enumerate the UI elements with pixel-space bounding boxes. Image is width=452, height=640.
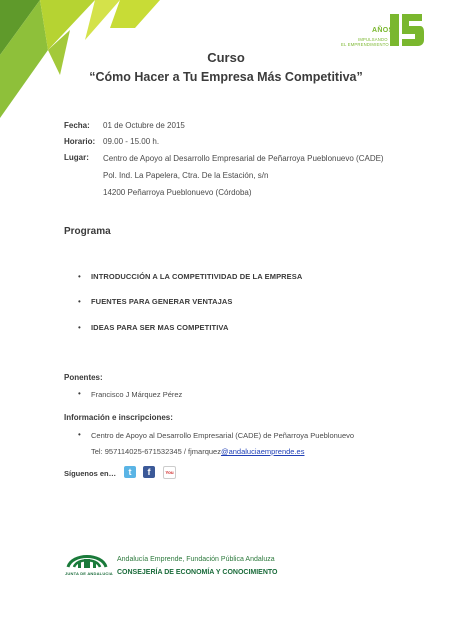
- bullet-icon: •: [78, 272, 81, 281]
- course-title: “Cómo Hacer a Tu Empresa Más Competitiva”: [89, 70, 363, 84]
- bullet-icon: •: [78, 297, 81, 306]
- ponentes-heading: Ponentes:: [64, 373, 103, 382]
- ponente-name: Francisco J Márquez Pérez: [91, 390, 183, 399]
- corner-decoration: [0, 0, 170, 130]
- logo-anos: AÑOS: [372, 27, 394, 34]
- info-tel: Tel: 957114025-671532345 / fjmarquez: [91, 447, 221, 456]
- horario-value: 09.00 - 15.00 h.: [103, 137, 160, 146]
- bullet-icon: •: [78, 323, 81, 332]
- fecha-label: Fecha:: [64, 121, 90, 130]
- programa-item: INTRODUCCIÓN A LA COMPETITIVIDAD DE LA EMPRESA: [91, 272, 303, 281]
- lugar-value: [103, 153, 388, 198]
- footer-consejeria: CONSEJERÍA DE ECONOMÍA Y CONOCIMIENTO: [117, 569, 278, 576]
- lugar-label: Lugar:: [64, 153, 89, 162]
- bullet-icon: •: [78, 430, 81, 439]
- youtube-glyph: You: [165, 470, 174, 475]
- social-label: Síguenos en…: [64, 469, 117, 478]
- logo-tagline-2: EL EMPRENDIMIENTO: [341, 42, 389, 47]
- programa-heading: Programa: [64, 226, 111, 237]
- logo-tagline-1: IMPULSANDO: [358, 37, 388, 42]
- info-center: Centro de Apoyo al Desarrollo Empresarial (CADE) de Peñarroya Pueblonuevo: [91, 431, 355, 440]
- horario-label: Horario:: [64, 137, 96, 146]
- info-heading: Información e inscripciones:: [64, 413, 173, 422]
- facebook-glyph: f: [147, 467, 151, 477]
- info-contact: [91, 447, 304, 456]
- programa-item: IDEAS PARA SER MAS COMPETITIVA: [91, 323, 229, 332]
- email-link[interactable]: @andaluciaemprende.es: [220, 447, 305, 456]
- lugar-line-2: Pol. Ind. La Papelera, Ctra. De la Estación, s/n: [103, 171, 269, 180]
- youtube-icon[interactable]: [163, 466, 176, 479]
- facebook-icon[interactable]: [143, 466, 155, 478]
- footer-foundation: Andalucía Emprende, Fundación Pública Andaluza: [117, 556, 275, 563]
- junta-andalucia-logo: [64, 545, 110, 571]
- junta-label: JUNTA DE ANDALUCIA: [65, 571, 113, 576]
- fecha-value: 01 de Octubre de 2015: [103, 121, 185, 130]
- lugar-line-1: Centro de Apoyo al Desarrollo Empresarial de Peñarroya Pueblonuevo (CADE): [103, 154, 384, 163]
- twitter-glyph: t: [128, 467, 132, 477]
- page-title: Curso: [207, 50, 245, 65]
- programa-item: FUENTES PARA GENERAR VENTAJAS: [91, 297, 233, 306]
- bullet-icon: •: [78, 389, 81, 398]
- lugar-line-3: 14200 Peñarroya Pueblonuevo (Córdoba): [103, 188, 252, 197]
- twitter-icon[interactable]: [124, 466, 136, 478]
